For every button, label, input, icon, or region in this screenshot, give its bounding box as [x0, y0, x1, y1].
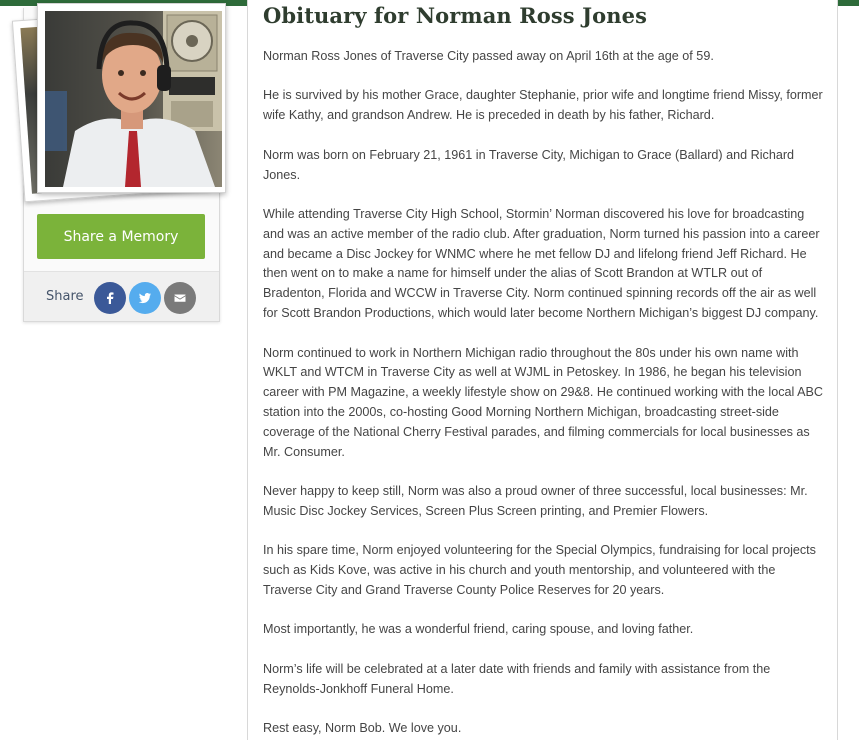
email-icon	[173, 291, 187, 305]
share-email-button[interactable]	[164, 282, 196, 314]
obituary-paragraph: Never happy to keep still, Norm was also a proud owner of three successful, local businesses: Mr. Music Disc Jockey Services, Screen Plus Screen printing, and Premier Flowers.	[263, 483, 808, 518]
obituary-paragraph: In his spare time, Norm enjoyed volunteering for the Special Olympics, fundraising for local projects such as Kids Kove, was active in his church and youth mentorship, and volunteered with the Traverse City and Grand Traverse County Police Reserves for 20 years.	[263, 543, 816, 597]
obituary-text	[263, 47, 825, 740]
share-twitter-button[interactable]	[129, 282, 161, 314]
obituary-paragraph: He is survived by his mother Grace, daughter Stephanie, prior wife and longtime friend Missy, former wife Kathy, and grandson Andrew. He is preceded in death by his father, Richard.	[263, 88, 823, 123]
share-label: Share	[46, 289, 84, 304]
obituary-paragraph: Most importantly, he was a wonderful friend, caring spouse, and loving father.	[263, 622, 694, 637]
obituary-paragraph: Norm was born on February 21, 1961 in Traverse City, Michigan to Grace (Ballard) and Richard Jones.	[263, 147, 795, 182]
obituary-paragraph: Norman Ross Jones of Traverse City passed away on April 16th at the age of 59.	[263, 49, 714, 63]
obituary-paragraph: Norm continued to work in Northern Michigan radio throughout the 80s under his own name with WKLT and WTCM in Traverse City as well at WJML in Petoskey. In 1986, he began his television career with PM Magazine, a weekly lifestyle show on 29&8. He continued working with the local ABC station into the 2000s, co-hosting Good Morning Northern Michigan, broadcasting street-side coverage of the National Cherry Festival parades, and filming commercials for local businesses as Mr. Consumer.	[263, 345, 823, 459]
page-title: Obituary for Norman Ross Jones	[263, 3, 648, 28]
profile-photo-frame[interactable]	[37, 3, 226, 193]
profile-photo[interactable]	[45, 11, 222, 187]
share-facebook-button[interactable]	[94, 282, 126, 314]
obituary-paragraph: Norm’s life will be celebrated at a later date with friends and family with assistance from the Reynolds-Jonkhoff Funeral Home.	[263, 661, 771, 696]
facebook-icon	[103, 291, 117, 305]
twitter-icon	[138, 291, 152, 305]
obituary-paragraph: Rest easy, Norm Bob. We love you.	[263, 721, 462, 736]
share-memory-button[interactable]: Share a Memory	[37, 214, 205, 259]
portrait-illustration	[45, 11, 222, 187]
obituary-paragraph: While attending Traverse City High School, Stormin’ Norman discovered his love for broadcasting and was an active member of the radio club. After graduation, Norm turned his passion into a career and became a Disc Jockey for WNMC where he met fellow DJ and lifelong friend Jeff Richard. He then went on to make a name for himself under the alias of Scott Brandon at WTLR out of Bradenton, Florida and WCCW in Traverse City. Norm continued spinning records off the air as well for Scott Brandon Productions, which would later become Northern Michigan’s biggest DJ company.	[263, 207, 820, 321]
